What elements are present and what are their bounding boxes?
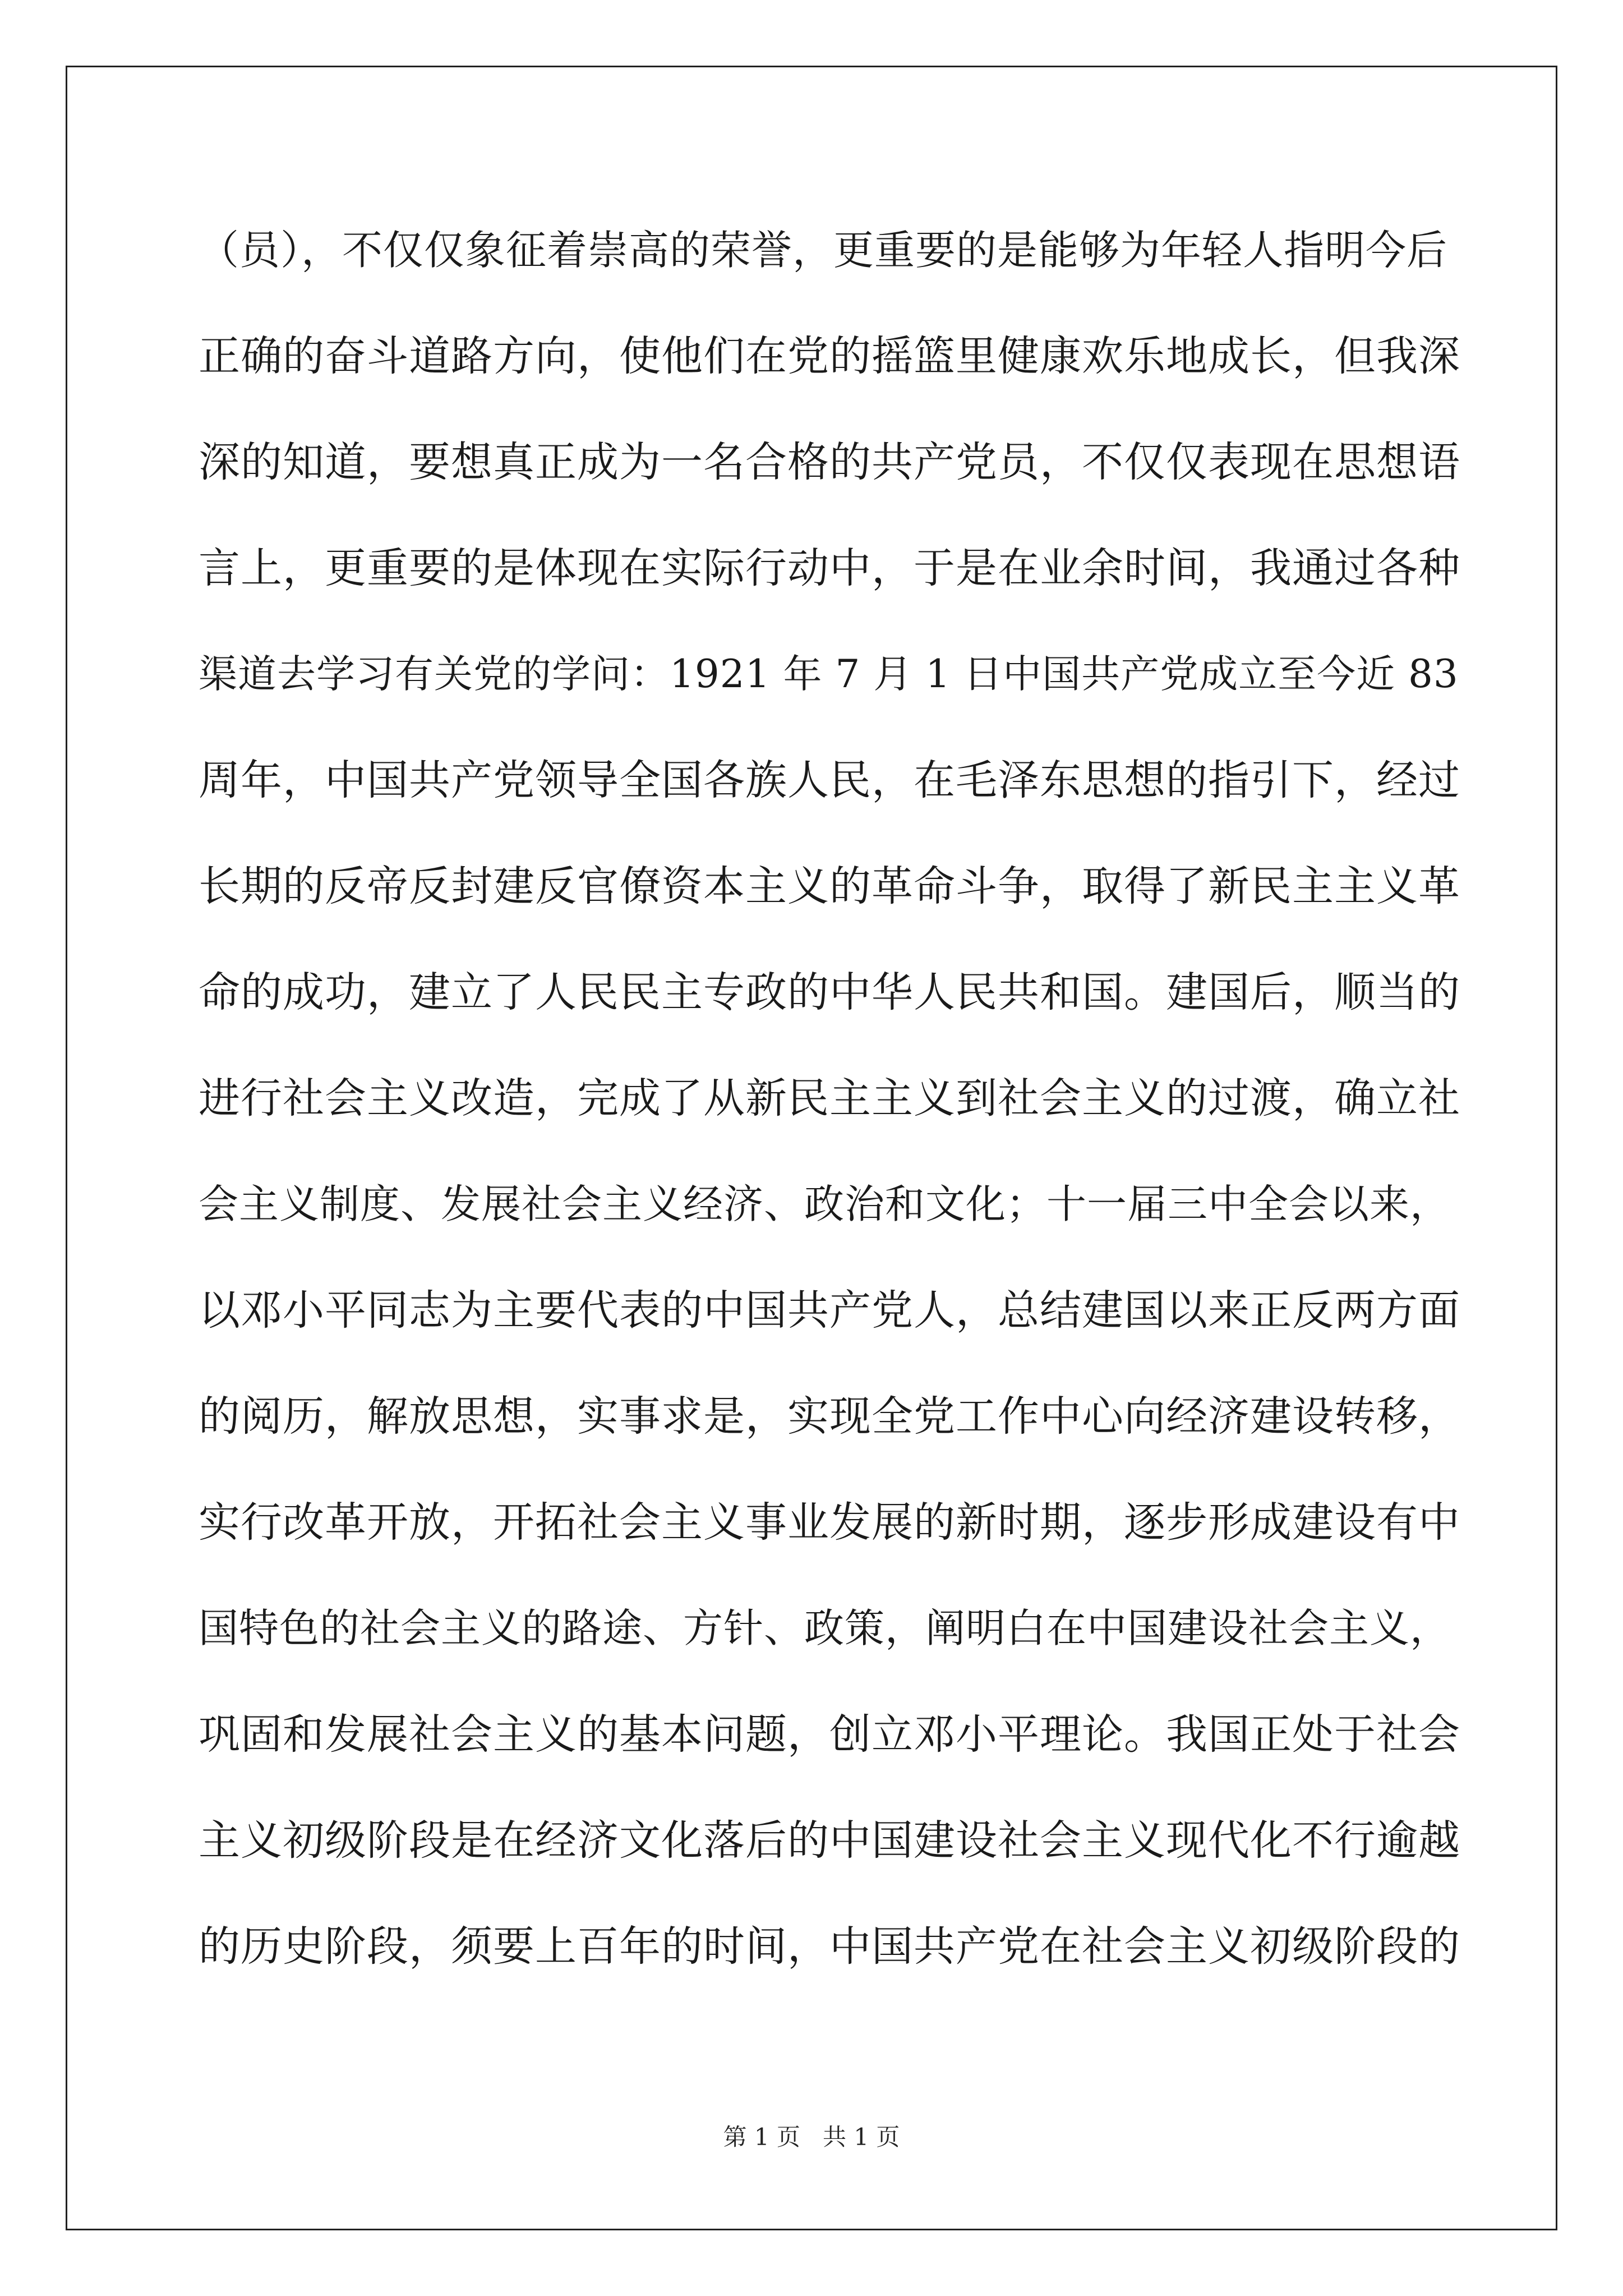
- page-footer: [0, 2120, 1623, 2154]
- text-line: 的历史阶段，须要上百年的时间，中国共产党在社会主义初级阶段的: [199, 1922, 1460, 1971]
- page-total: 共 1 页: [823, 2123, 900, 2151]
- text-line: 渠道去学习有关党的学问：1921 年 7 月 1 日中国共产党成立至今近 83: [199, 652, 1459, 697]
- text-line: 巩固和发展社会主义的基本问题，创立邓小平理论。我国正处于社会: [199, 1710, 1460, 1759]
- text-line: 国特色的社会主义的路途、方针、政策，阐明白在中国建设社会主义，: [199, 1605, 1451, 1651]
- text-line: 会主义制度、发展社会主义经济、政治和文化；十一届三中全会以来，: [199, 1181, 1451, 1227]
- text-line: 主义初级阶段是在经济文化落后的中国建设社会主义现代化不行逾越: [199, 1816, 1460, 1865]
- text-line: 的阅历，解放思想，实事求是，实现全党工作中心向经济建设转移，: [199, 1392, 1460, 1441]
- document-body: [199, 220, 1460, 2022]
- text-line: 以邓小平同志为主要代表的中国共产党人，总结建国以来正反两方面: [199, 1286, 1460, 1335]
- text-line: 长期的反帝反封建反官僚资本主义的革命斗争，取得了新民主主义革: [199, 862, 1460, 910]
- text-line: 命的成功，建立了人民民主专政的中华人民共和国。建国后，顺当的: [199, 968, 1460, 1016]
- text-line: 言上，更重要的是体现在实际行动中，于是在业余时间，我通过各种: [199, 544, 1460, 592]
- text-line: 深的知道，要想真正成为一名合格的共产党员，不仅仅表现在思想语: [199, 438, 1460, 486]
- text-line: 实行改革开放，开拓社会主义事业发展的新时期，逐步形成建设有中: [199, 1498, 1460, 1547]
- text-line: 进行社会主义改造，完成了从新民主主义到社会主义的过渡，确立社: [199, 1074, 1460, 1122]
- page-number: 第 1 页: [723, 2123, 800, 2151]
- text-line: 周年，中国共产党领导全国各族人民，在毛泽东思想的指引下，经过: [199, 756, 1460, 804]
- text-line: （员），不仅仅象征着崇高的荣誉，更重要的是能够为年轻人指明今后: [199, 227, 1448, 274]
- text-line: 正确的奋斗道路方向，使他们在党的摇篮里健康欢乐地成长，但我深: [199, 332, 1460, 380]
